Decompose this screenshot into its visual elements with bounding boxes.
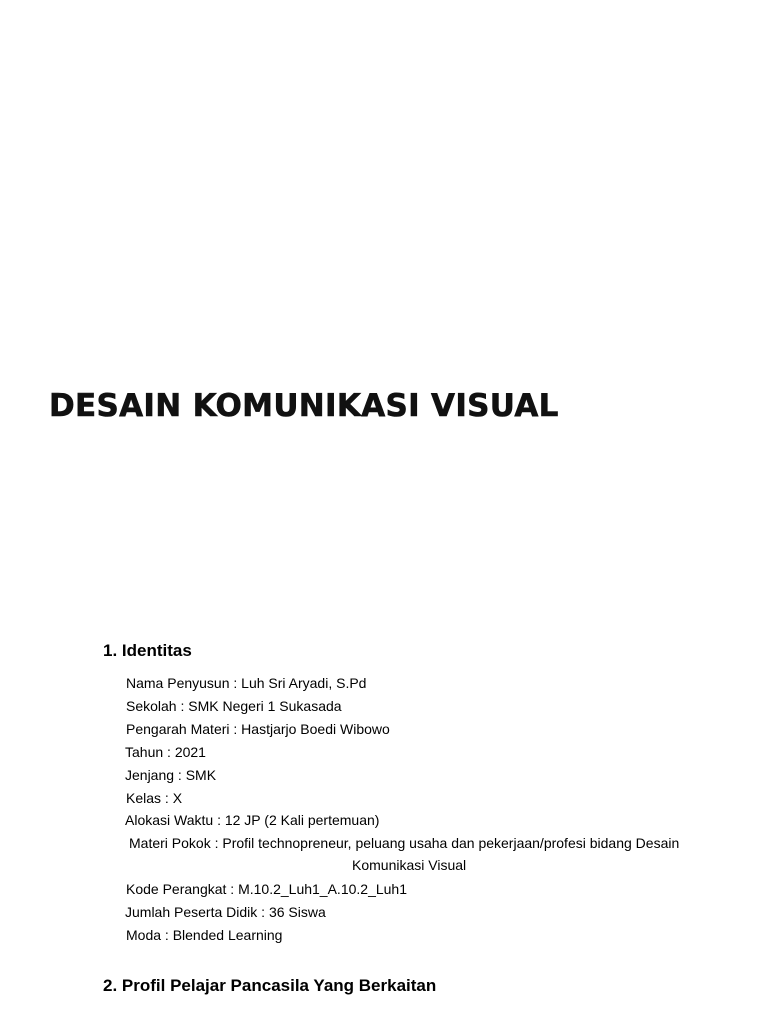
identity-line-tahun: Tahun : 2021 xyxy=(125,744,206,760)
identity-line-materi-pokok-continued: Komunikasi Visual xyxy=(352,857,467,873)
identity-line-sekolah: Sekolah : SMK Negeri 1 Sukasada xyxy=(126,698,342,714)
identity-line-alokasi-waktu: Alokasi Waktu : 12 JP (2 Kali pertemuan) xyxy=(125,812,380,828)
identity-line-nama-penyusun: Nama Penyusun : Luh Sri Aryadi, S.Pd xyxy=(126,675,367,691)
section-heading-identitas: 1. Identitas xyxy=(103,641,192,660)
identity-line-pengarah-materi: Pengarah Materi : Hastjarjo Boedi Wibowo xyxy=(126,721,390,737)
identity-line-jumlah-peserta: Jumlah Peserta Didik : 36 Siswa xyxy=(125,904,326,920)
identity-line-moda: Moda : Blended Learning xyxy=(126,927,283,943)
identity-line-jenjang: Jenjang : SMK xyxy=(125,767,217,783)
document-title: DESAIN KOMUNIKASI VISUAL xyxy=(49,388,559,424)
identity-line-kelas: Kelas : X xyxy=(126,790,183,806)
section-heading-profil-pelajar: 2. Profil Pelajar Pancasila Yang Berkaitan xyxy=(103,976,437,995)
identity-line-materi-pokok: Materi Pokok : Profil technopreneur, peluang usaha dan pekerjaan/profesi bidang Desain xyxy=(129,835,680,851)
identity-line-kode-perangkat: Kode Perangkat : M.10.2_Luh1_A.10.2_Luh1 xyxy=(126,881,407,897)
